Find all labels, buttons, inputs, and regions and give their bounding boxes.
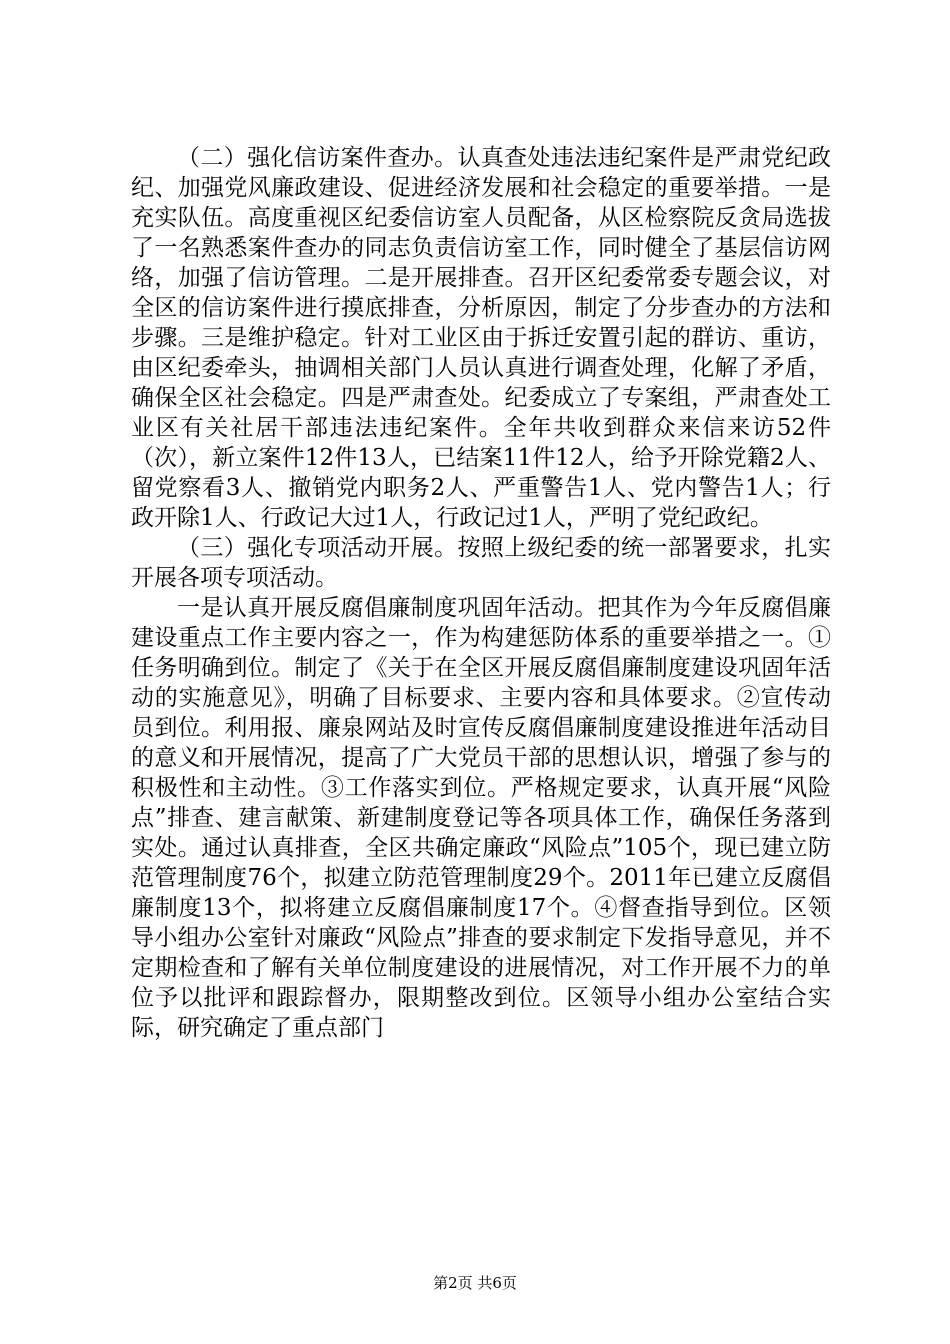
- paragraph-system-consolidation: 一是认真开展反腐倡廉制度巩固年活动。把其作为今年反腐倡廉建设重点工作主要内容之一，作为构建惩防体系的重要举措之一。①任务明确到位。制定了《关于在全区开展反腐倡廉制度建设巩固年活动的实施意见》，明确了目标要求、主要内容和具体要求。②宣传动员到位。利用报、廉泉网站及时宣传反腐倡廉制度建设推进年活动目的意义和开展情况，提高了广大党员干部的思想认识，增强了参与的积极性和主动性。③工作落实到位。严格规定要求，认真开展“风险点”排查、建言献策、新建制度登记等各项具体工作，确保任务落到实处。通过认真排查，全区共确定廉政“风险点”105个，现已建立防范管理制度76个，拟建立防范管理制度29个。2011年已建立反腐倡廉制度13个，拟将建立反腐倡廉制度17个。④督查指导到位。区领导小组办公室针对廉政“风险点”排查的要求制定下发指导意见，并不定期检查和了解有关单位制度建设的进展情况，对工作开展不力的单位予以批评和跟踪督办，限期整改到位。区领导小组办公室结合实际，研究确定了重点部门: [131, 595, 831, 1041]
- page-number-footer: 第2页 共6页: [433, 1274, 517, 1292]
- paragraph-case-handling: （二）强化信访案件查办。认真查处违法违纪案件是严肃党纪政纪、加强党风廉政建设、促进经济发展和社会稳定的重要举措。一是充实队伍。高度重视区纪委信访室人员配备，从区检察院反贪局选拔了一名熟悉案件查办的同志负责信访室工作，同时健全了基层信访网络，加强了信访管理。二是开展排查。召开区纪委常委专题会议，对全区的信访案件进行摸底排查，分析原因，制定了分步查办的方法和步骤。三是维护稳定。针对工业区由于拆迁安置引起的群访、重访，由区纪委牵头，抽调相关部门人员认真进行调查处理，化解了矛盾，确保全区社会稳定。四是严肃查处。纪委成立了专案组，严肃查处工业区有关社居干部违法违纪案件。全年共收到群众来信来访52件（次），新立案件12件13人，已结案11件12人，给予开除党籍2人、留党察看3人、撤销党内职务2人、严重警告1人、党内警告1人；行政开除1人、行政记大过1人，行政记过1人，严明了党纪政纪。: [131, 145, 831, 531]
- document-body: [131, 143, 831, 1043]
- paragraph-special-activities: （三）强化专项活动开展。按照上级纪委的统一部署要求，扎实开展各项专项活动。: [131, 535, 831, 591]
